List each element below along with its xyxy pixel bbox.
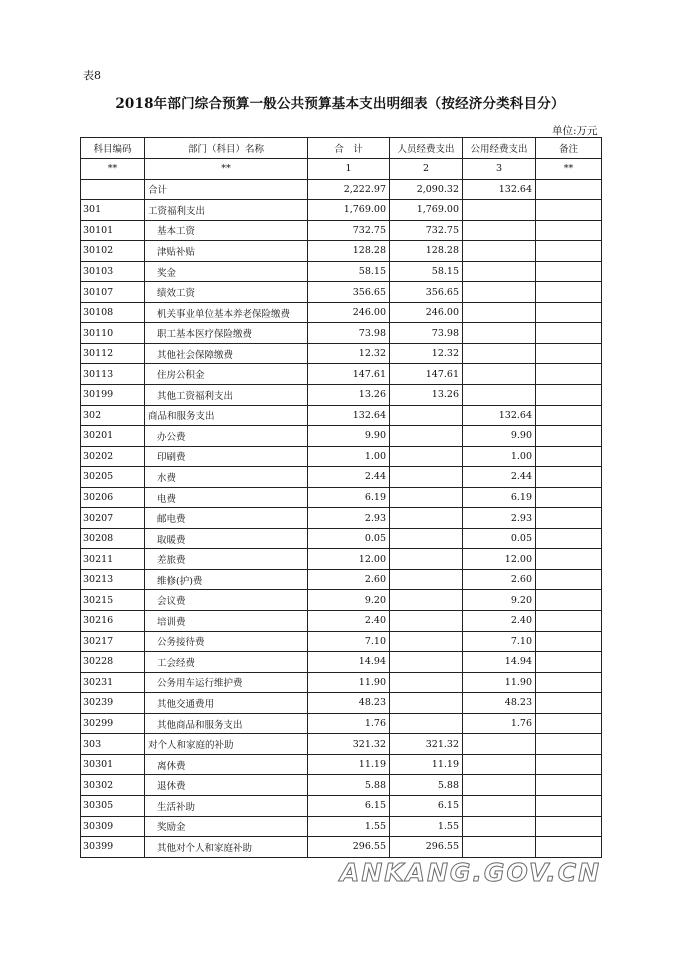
public-cell: 9.20 — [463, 590, 536, 611]
total-cell: 73.98 — [308, 323, 390, 344]
remark-cell — [536, 261, 602, 282]
table-row — [81, 549, 602, 570]
total-cell: 2.44 — [308, 467, 390, 488]
public-cell — [463, 302, 536, 323]
col-header-remark: 备注 — [536, 138, 602, 159]
table-row — [81, 261, 602, 282]
public-cell: 14.94 — [463, 652, 536, 673]
personnel-cell: 321.32 — [390, 734, 463, 755]
code-cell: 30213 — [81, 569, 145, 590]
col-header-public: 公用经费支出 — [463, 138, 536, 159]
table-row — [81, 631, 602, 652]
total-cell: 6.15 — [308, 795, 390, 816]
table-row — [81, 282, 602, 303]
name-cell: 职工基本医疗保险缴费 — [145, 323, 308, 344]
public-cell — [463, 220, 536, 241]
name-cell: 办公费 — [145, 426, 308, 447]
public-cell: 1.76 — [463, 713, 536, 734]
table-row — [81, 323, 602, 344]
col-header-name: 部门（科目）名称 — [145, 138, 308, 159]
name-cell: 商品和服务支出 — [145, 405, 308, 426]
index-cell: 2 — [390, 159, 463, 180]
name-cell: 工资福利支出 — [145, 200, 308, 221]
table-row — [81, 446, 602, 467]
code-cell: 30302 — [81, 775, 145, 796]
remark-cell — [536, 652, 602, 673]
code-cell: 30239 — [81, 693, 145, 714]
name-cell: 生活补助 — [145, 795, 308, 816]
index-cell: ** — [536, 159, 602, 180]
name-cell: 其他社会保障缴费 — [145, 343, 308, 364]
personnel-cell: 12.32 — [390, 343, 463, 364]
name-cell: 其他工资福利支出 — [145, 385, 308, 406]
remark-cell — [536, 343, 602, 364]
code-cell: 302 — [81, 405, 145, 426]
public-cell — [463, 837, 536, 858]
total-cell: 11.19 — [308, 754, 390, 775]
index-row — [81, 159, 602, 180]
personnel-cell: 6.15 — [390, 795, 463, 816]
public-cell — [463, 754, 536, 775]
code-cell: 30103 — [81, 261, 145, 282]
total-cell: 128.28 — [308, 241, 390, 262]
name-cell: 合计 — [145, 179, 308, 200]
total-cell: 48.23 — [308, 693, 390, 714]
public-cell: 11.90 — [463, 672, 536, 693]
name-cell: 其他对个人和家庭补助 — [145, 837, 308, 858]
name-cell: 差旅费 — [145, 549, 308, 570]
total-cell: 6.19 — [308, 487, 390, 508]
code-cell: 30107 — [81, 282, 145, 303]
code-cell: 30108 — [81, 302, 145, 323]
table-row — [81, 302, 602, 323]
name-cell: 退休费 — [145, 775, 308, 796]
col-header-personnel: 人员经费支出 — [390, 138, 463, 159]
total-cell: 12.32 — [308, 343, 390, 364]
code-cell: 30199 — [81, 385, 145, 406]
remark-cell — [536, 672, 602, 693]
public-cell — [463, 816, 536, 837]
code-cell: 30101 — [81, 220, 145, 241]
public-cell — [463, 323, 536, 344]
remark-cell — [536, 446, 602, 467]
table-row — [81, 487, 602, 508]
public-cell — [463, 364, 536, 385]
code-cell: 30112 — [81, 343, 145, 364]
personnel-cell — [390, 487, 463, 508]
header-row — [81, 138, 602, 159]
name-cell: 基本工资 — [145, 220, 308, 241]
table-row — [81, 508, 602, 529]
code-cell: 30305 — [81, 795, 145, 816]
public-cell — [463, 261, 536, 282]
personnel-cell: 11.19 — [390, 754, 463, 775]
public-cell: 7.10 — [463, 631, 536, 652]
table-row — [81, 775, 602, 796]
remark-cell — [536, 487, 602, 508]
total-cell: 732.75 — [308, 220, 390, 241]
table-row — [81, 713, 602, 734]
table-row — [81, 816, 602, 837]
table-row — [81, 200, 602, 221]
total-cell: 1,769.00 — [308, 200, 390, 221]
public-cell — [463, 734, 536, 755]
public-cell — [463, 241, 536, 262]
code-cell: 30110 — [81, 323, 145, 344]
personnel-cell: 732.75 — [390, 220, 463, 241]
col-header-code: 科目编码 — [81, 138, 145, 159]
remark-cell — [536, 323, 602, 344]
public-cell: 2.40 — [463, 611, 536, 632]
personnel-cell — [390, 693, 463, 714]
name-cell: 公务接待费 — [145, 631, 308, 652]
remark-cell — [536, 528, 602, 549]
total-cell: 14.94 — [308, 652, 390, 673]
table-row — [81, 405, 602, 426]
code-cell: 303 — [81, 734, 145, 755]
public-cell — [463, 775, 536, 796]
personnel-cell: 73.98 — [390, 323, 463, 344]
public-cell: 6.19 — [463, 487, 536, 508]
index-cell: ** — [81, 159, 145, 180]
personnel-cell — [390, 652, 463, 673]
code-cell: 30206 — [81, 487, 145, 508]
total-cell: 1.00 — [308, 446, 390, 467]
code-cell: 30205 — [81, 467, 145, 488]
public-cell: 9.90 — [463, 426, 536, 447]
table-row — [81, 754, 602, 775]
personnel-cell — [390, 672, 463, 693]
public-cell: 132.64 — [463, 179, 536, 200]
code-cell: 30301 — [81, 754, 145, 775]
remark-cell — [536, 611, 602, 632]
name-cell: 对个人和家庭的补助 — [145, 734, 308, 755]
remark-cell — [536, 631, 602, 652]
table-row — [81, 569, 602, 590]
total-cell: 9.20 — [308, 590, 390, 611]
total-cell: 2.40 — [308, 611, 390, 632]
total-cell: 13.26 — [308, 385, 390, 406]
name-cell: 工会经费 — [145, 652, 308, 673]
total-cell: 2,222.97 — [308, 179, 390, 200]
total-cell: 5.88 — [308, 775, 390, 796]
personnel-cell — [390, 508, 463, 529]
public-cell — [463, 343, 536, 364]
name-cell: 培训费 — [145, 611, 308, 632]
remark-cell — [536, 220, 602, 241]
remark-cell — [536, 816, 602, 837]
name-cell: 绩效工资 — [145, 282, 308, 303]
remark-cell — [536, 467, 602, 488]
public-cell: 2.60 — [463, 569, 536, 590]
code-cell: 30211 — [81, 549, 145, 570]
personnel-cell — [390, 549, 463, 570]
personnel-cell — [390, 611, 463, 632]
public-cell: 48.23 — [463, 693, 536, 714]
code-cell: 30113 — [81, 364, 145, 385]
col-header-total: 合 计 — [308, 138, 390, 159]
remark-cell — [536, 364, 602, 385]
name-cell: 水费 — [145, 467, 308, 488]
personnel-cell — [390, 405, 463, 426]
total-cell: 12.00 — [308, 549, 390, 570]
public-cell — [463, 385, 536, 406]
name-cell: 住房公积金 — [145, 364, 308, 385]
personnel-cell — [390, 467, 463, 488]
remark-cell — [536, 241, 602, 262]
total-cell: 356.65 — [308, 282, 390, 303]
total-cell: 2.93 — [308, 508, 390, 529]
table-row — [81, 734, 602, 755]
table-row — [81, 220, 602, 241]
code-cell: 30309 — [81, 816, 145, 837]
name-cell: 邮电费 — [145, 508, 308, 529]
code-cell: 30228 — [81, 652, 145, 673]
remark-cell — [536, 302, 602, 323]
remark-cell — [536, 282, 602, 303]
personnel-cell: 356.65 — [390, 282, 463, 303]
code-cell: 30202 — [81, 446, 145, 467]
total-cell: 1.76 — [308, 713, 390, 734]
table-row — [81, 343, 602, 364]
remark-cell — [536, 795, 602, 816]
public-cell: 1.00 — [463, 446, 536, 467]
public-cell: 0.05 — [463, 528, 536, 549]
watermark: ANKANG.GOV.CN — [340, 858, 602, 887]
total-cell: 132.64 — [308, 405, 390, 426]
table-row — [81, 364, 602, 385]
remark-cell — [536, 693, 602, 714]
public-cell — [463, 282, 536, 303]
unit-label: 单位:万元 — [552, 125, 598, 137]
personnel-cell — [390, 631, 463, 652]
name-cell: 津贴补贴 — [145, 241, 308, 262]
name-cell: 公务用车运行维护费 — [145, 672, 308, 693]
code-cell: 30201 — [81, 426, 145, 447]
code-cell: 30215 — [81, 590, 145, 611]
remark-cell — [536, 405, 602, 426]
remark-cell — [536, 549, 602, 570]
name-cell: 取暖费 — [145, 528, 308, 549]
personnel-cell: 2,090.32 — [390, 179, 463, 200]
code-cell — [81, 179, 145, 200]
personnel-cell — [390, 569, 463, 590]
name-cell: 电费 — [145, 487, 308, 508]
total-cell: 0.05 — [308, 528, 390, 549]
code-cell: 30217 — [81, 631, 145, 652]
personnel-cell — [390, 528, 463, 549]
total-cell: 1.55 — [308, 816, 390, 837]
name-cell: 维修(护)费 — [145, 569, 308, 590]
remark-cell — [536, 569, 602, 590]
personnel-cell: 58.15 — [390, 261, 463, 282]
remark-cell — [536, 179, 602, 200]
table-row — [81, 652, 602, 673]
total-cell: 296.55 — [308, 837, 390, 858]
index-cell: ** — [145, 159, 308, 180]
name-cell: 奖励金 — [145, 816, 308, 837]
public-cell: 12.00 — [463, 549, 536, 570]
name-cell: 离休费 — [145, 754, 308, 775]
personnel-cell: 128.28 — [390, 241, 463, 262]
table-row — [81, 837, 602, 858]
code-cell: 30207 — [81, 508, 145, 529]
table-row — [81, 693, 602, 714]
table-number: 表8 — [83, 69, 101, 82]
total-cell: 11.90 — [308, 672, 390, 693]
remark-cell — [536, 200, 602, 221]
personnel-cell — [390, 713, 463, 734]
public-cell — [463, 200, 536, 221]
public-cell — [463, 795, 536, 816]
code-cell: 30231 — [81, 672, 145, 693]
table-row — [81, 611, 602, 632]
remark-cell — [536, 754, 602, 775]
public-cell: 2.93 — [463, 508, 536, 529]
remark-cell — [536, 837, 602, 858]
personnel-cell: 246.00 — [390, 302, 463, 323]
code-cell: 30399 — [81, 837, 145, 858]
total-cell: 246.00 — [308, 302, 390, 323]
personnel-cell: 5.88 — [390, 775, 463, 796]
code-cell: 301 — [81, 200, 145, 221]
name-cell: 其他商品和服务支出 — [145, 713, 308, 734]
personnel-cell: 1.55 — [390, 816, 463, 837]
page-title: 2018年部门综合预算一般公共预算基本支出明细表（按经济分类科目分） — [115, 96, 565, 112]
index-cell: 1 — [308, 159, 390, 180]
name-cell: 印刷费 — [145, 446, 308, 467]
code-cell: 30216 — [81, 611, 145, 632]
total-cell: 2.60 — [308, 569, 390, 590]
remark-cell — [536, 590, 602, 611]
personnel-cell — [390, 426, 463, 447]
code-cell: 30299 — [81, 713, 145, 734]
remark-cell — [536, 508, 602, 529]
name-cell: 其他交通费用 — [145, 693, 308, 714]
name-cell: 会议费 — [145, 590, 308, 611]
table-row — [81, 795, 602, 816]
code-cell: 30208 — [81, 528, 145, 549]
index-cell: 3 — [463, 159, 536, 180]
table-row — [81, 672, 602, 693]
public-cell: 132.64 — [463, 405, 536, 426]
table-row — [81, 528, 602, 549]
remark-cell — [536, 775, 602, 796]
table-row — [81, 241, 602, 262]
personnel-cell — [390, 590, 463, 611]
name-cell: 机关事业单位基本养老保险缴费 — [145, 302, 308, 323]
personnel-cell — [390, 446, 463, 467]
table-row — [81, 179, 602, 200]
table-row — [81, 385, 602, 406]
remark-cell — [536, 385, 602, 406]
total-cell: 9.90 — [308, 426, 390, 447]
remark-cell — [536, 426, 602, 447]
table-row — [81, 467, 602, 488]
public-cell: 2.44 — [463, 467, 536, 488]
personnel-cell: 296.55 — [390, 837, 463, 858]
name-cell: 奖金 — [145, 261, 308, 282]
table-row — [81, 426, 602, 447]
total-cell: 321.32 — [308, 734, 390, 755]
total-cell: 147.61 — [308, 364, 390, 385]
personnel-cell: 1,769.00 — [390, 200, 463, 221]
personnel-cell: 13.26 — [390, 385, 463, 406]
personnel-cell: 147.61 — [390, 364, 463, 385]
budget-table — [80, 137, 602, 858]
table-row — [81, 590, 602, 611]
code-cell: 30102 — [81, 241, 145, 262]
remark-cell — [536, 713, 602, 734]
total-cell: 7.10 — [308, 631, 390, 652]
remark-cell — [536, 734, 602, 755]
total-cell: 58.15 — [308, 261, 390, 282]
